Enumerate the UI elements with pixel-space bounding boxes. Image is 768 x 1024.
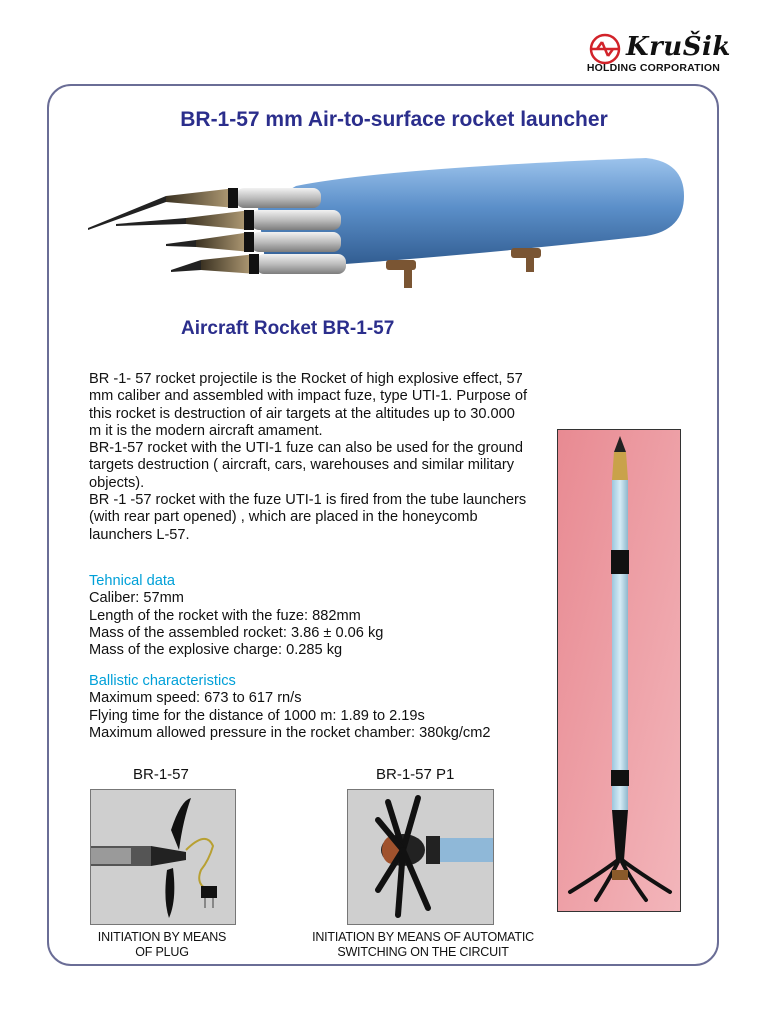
- variant-caption-line: OF PLUG: [135, 945, 189, 959]
- ballistic-heading: Ballistic characteristics: [89, 673, 236, 689]
- variant-label: BR-1-57 P1: [376, 766, 455, 783]
- ballistic-line: Maximum allowed pressure in the rocket chamber: 380kg/cm2: [89, 724, 491, 741]
- technical-data-line: Caliber: 57mm: [89, 590, 184, 607]
- variant-label: BR-1-57: [133, 766, 189, 783]
- technical-data-line: Mass of the assembled rocket: 3.86 ± 0.06 kg: [89, 624, 384, 641]
- technical-data-line: Length of the rocket with the fuze: 882mm: [89, 607, 361, 624]
- ballistic-line: Flying time for the distance of 1000 m: 1.89 to 2.19s: [89, 707, 425, 724]
- upright-rocket-photo: [557, 429, 681, 912]
- variant-caption-line: INITIATION BY MEANS: [97, 930, 227, 944]
- variant-photo-automatic: [347, 789, 494, 925]
- ballistic-line: Maximum speed: 673 to 617 rn/s: [89, 690, 302, 707]
- logo-subtitle: HOLDING CORPORATION: [586, 62, 720, 74]
- variant-caption-line: INITIATION BY MEANS OF AUTOMATIC: [312, 930, 534, 944]
- description-text: [89, 371, 529, 544]
- variant-caption: [300, 930, 546, 960]
- variant-photo-plug: [90, 789, 236, 925]
- logo-name: KruŠik: [626, 32, 731, 62]
- variant-caption: [70, 930, 254, 960]
- automatic-initiation-image: [348, 790, 494, 925]
- description-paragraph: BR-1-57 rocket with the UTI-1 fuze can also be used for the ground targets destruction ( aircraft, cars, warehouses and similar military objects).: [89, 440, 523, 491]
- technical-data-line: Mass of the explosive charge: 0.285 kg: [89, 642, 343, 659]
- technical-data-section: [89, 573, 549, 659]
- ballistic-section: [89, 673, 559, 742]
- page-title: BR-1-57 mm Air-to-surface rocket launcher: [180, 108, 608, 131]
- description-paragraph: BR -1- 57 rocket projectile is the Rocket of high explosive effect, 57 mm caliber and assembled with impact fuze, type UTI-1. Purpose of this rocket is destruction of air targets at the altitudes up to 30.000 m it is the modern aircraft amament.: [89, 371, 527, 439]
- plug-initiation-image: [91, 790, 236, 925]
- company-logo: [586, 30, 731, 76]
- variant-caption-line: SWITCHING ON THE CIRCUIT: [337, 945, 509, 959]
- upright-rocket-image: [558, 430, 681, 912]
- rocket-launcher-image: [86, 148, 686, 298]
- technical-data-heading: Tehnical data: [89, 573, 176, 589]
- section-subtitle: Aircraft Rocket BR-1-57: [181, 318, 395, 339]
- description-paragraph: BR -1 -57 rocket with the fuze UTI-1 is fired from the tube launchers (with rear part opened) , which are placed in the honeycomb launchers L-57.: [89, 492, 527, 543]
- logo-emblem-icon: [588, 32, 622, 66]
